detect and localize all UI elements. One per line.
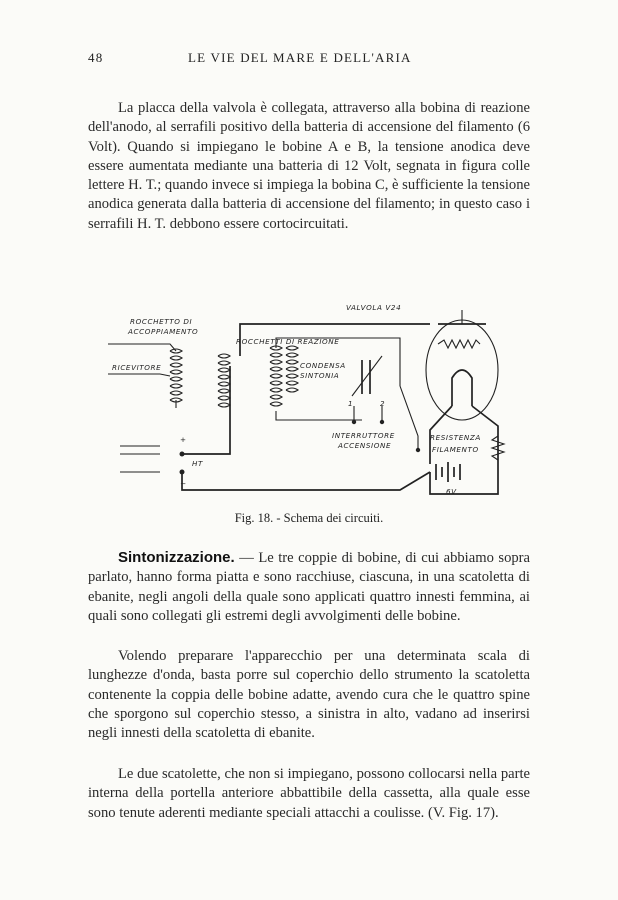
label-plus: + [180, 435, 187, 444]
section-title: Sintonizzazione. [118, 549, 235, 566]
switch-terminal [416, 448, 420, 452]
label-filamento: FILAMENTO [432, 445, 479, 454]
label-resistenza: RESISTENZA [430, 433, 481, 442]
ht-terminal-plus [180, 452, 185, 457]
valve-grid [438, 340, 480, 348]
paragraph-volendo: Volendo preparare l'apparecchio per una determinata scala di lunghezze d'onda, basta porre sul coperchio dello strumento la scatoletta contenente la coppia delle bobine adatte, avendo cura che le quattro spine che sporgono sul coperchio stesso, a sinistra in alto, vadano ad inserirsi negli innesti della scatoletta di ebanite. [88, 648, 530, 742]
battery-bottom-wire [430, 464, 498, 494]
reaction-coil-1 [218, 354, 230, 407]
label-sintonia: SINTONIA [300, 371, 340, 380]
label-accoppiamento: ACCOPPIAMENTO [128, 327, 199, 336]
coupling-leads [108, 344, 176, 351]
label-accensione: ACCENSIONE [338, 441, 392, 450]
label-rocchetto: ROCCHETTO DI [130, 317, 193, 326]
label-interruttore: INTERRUTTORE [332, 431, 395, 440]
valve-filament [452, 370, 472, 406]
coupling-coil [170, 349, 182, 402]
label-cond-1: 1 [348, 399, 354, 408]
page-number: 48 [88, 50, 104, 65]
paragraph-sintonizzazione [88, 548, 530, 626]
switch-wire [400, 386, 418, 448]
running-title: LE VIE DEL MARE E DELL'ARIA [188, 50, 412, 65]
paragraph-scatolette: Le due scatolette, che non si impiegano, possono collocarsi nella parte interna della portella anteriore abbattibile della cassetta, alla quale esse sono tenute aderenti mediante speciali attacchi a coulisse. (V. Fig. 17). [88, 766, 530, 821]
battery-6v [436, 462, 460, 482]
paragraph-placca: La placca della valvola è collegata, attraverso alla bobina di reazione dell'anodo, al serrafili positivo della batteria di accensione del filamento (6 Volt). Quando si impiegano le bobine A e B, la tensione anodica deve essere aumentata mediante una batteria di 12 Volt, segnata in figura colle lettere H. T.; quando invece si impiega la bobina C, è sufficiente la tensione anodica generata dalla batteria di accensione del filamento; in questo caso i serrafili H. T. debbono essere cortocircuitati. [88, 100, 530, 232]
label-valvola: VALVOLA V24 [346, 303, 402, 312]
page-header [88, 50, 528, 70]
ricevitore-lead [108, 374, 170, 376]
reaction-coil-3 [286, 346, 298, 392]
ht-minus-wire [182, 472, 430, 490]
label-rocchetti-reazione: ROCCHETTI DI REAZIONE [236, 337, 340, 346]
cond-terminal-1 [352, 420, 356, 424]
circuit-svg [100, 296, 520, 508]
label-6v: 6V [446, 487, 457, 496]
paragraph-bobine: Le tre coppie di bobine, di cui abbiamo sopra parlato, hanno forma piatta e sono racchiuse, ciascuna, in una scatoletta di ebanite, negli angoli della quale sono applicati quattro innesti femmina, ai quali sono collegati gli estremi degli avvolgimenti delle bobine. [88, 550, 530, 624]
circuit-diagram [100, 296, 520, 508]
figure-caption: Fig. 18. - Schema dei circuiti. [234, 511, 384, 525]
label-ht: HT [192, 459, 203, 468]
label-cond-2: 2 [380, 399, 386, 408]
label-minus: − [180, 479, 187, 488]
capacitor-arrow [352, 356, 382, 396]
section-dash: — [234, 550, 259, 566]
cond-terminal-2 [380, 420, 384, 424]
reaction-bottom-wire [276, 411, 362, 420]
label-ricevitore: RICEVITORE [112, 363, 162, 372]
reaction-coil-2 [270, 346, 282, 406]
label-condensa: CONDENSA [300, 361, 346, 370]
